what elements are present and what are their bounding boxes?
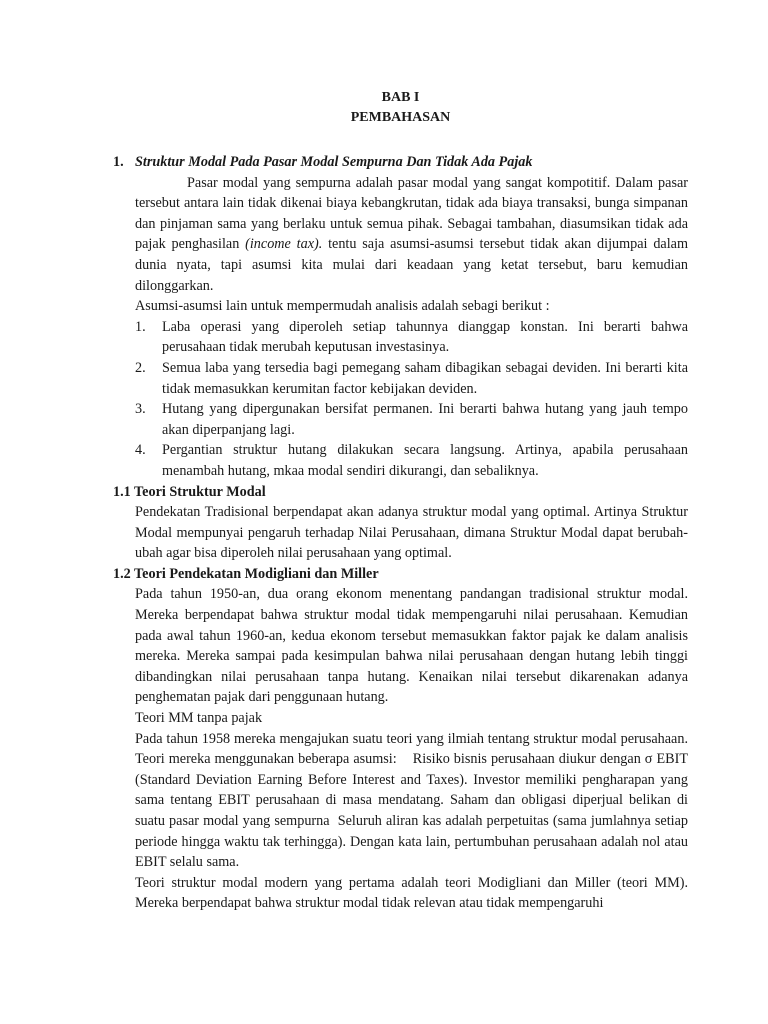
list-item-text: Pergantian struktur hutang dilakukan secara langsung. Artinya, apabila perusahaan menambah hutang, mkaa modal sendiri dikurangi, dan sebaliknya. — [162, 442, 688, 479]
assumption-list — [135, 317, 688, 482]
list-item — [135, 358, 688, 399]
list-item — [135, 317, 688, 358]
spacer — [113, 128, 688, 152]
section-1-2-heading: 1.2 Teori Pendekatan Modigliani dan Miller — [113, 565, 379, 582]
list-item-text: Hutang yang dipergunakan bersifat permanen. Ini berarti bahwa hutang yang jauh tempo akan diperpanjang lagi. — [162, 401, 688, 438]
chapter-title: PEMBAHASAN — [350, 110, 451, 125]
section-1-paragraph-2: Asumsi-asumsi lain untuk mempermudah analisis adalah sebagi berikut : — [135, 298, 550, 315]
list-item-text: Laba operasi yang diperoleh setiap tahunnya dianggap konstan. Ini berarti bahwa perusahaan tidak merubah keputusan investasinya. — [162, 318, 688, 356]
section-1-1-heading: 1.1 Teori Struktur Modal — [113, 483, 266, 500]
list-item-number: 1. — [135, 318, 146, 335]
section-1-1-paragraph: Pendekatan Tradisional berpendapat akan adanya struktur modal yang optimal. Artinya Struktur Modal mempunyai pengaruh terhadap Nilai Perusahaan, dimana Struktur Modal dapat berubah-ubah agar bisa diperoleh nilai perusahaan yang optimal. — [135, 504, 688, 562]
list-item-number: 2. — [135, 359, 146, 376]
list-item — [135, 440, 688, 481]
section-1-number: 1. — [113, 154, 124, 170]
list-item-number: 4. — [135, 442, 146, 459]
section-1-2-paragraph-2: Pada tahun 1958 mereka mengajukan suatu teori yang ilmiah tentang struktur modal perusahaan. Teori mereka menggunakan beberapa asumsi: Risiko bisnis perusahaan diukur dengan σ EBIT (Standard Deviation Earning Before Interest and Taxes). Investor memiliki pengharapan yang sama tentang EBIT perusahaan di masa mendatang. Saham dan obligasi diperjual belikan di suatu pasar modal yang sempurna Seluruh aliran kas adalah perpetuitas (sama jumlahnya setiap periode hingga waktu tak terhingga). Dengan kata lain, pertumbuhan perusahaan adalah nol atau EBIT selalu sama. — [135, 730, 692, 871]
section-1-title: Struktur Modal Pada Pasar Modal Sempurna Dan Tidak Ada Pajak — [135, 154, 533, 170]
section-1-heading — [113, 152, 688, 173]
list-item-text: Semua laba yang tersedia bagi pemegang saham dibagikan sebagai deviden. Ini berarti kita tidak memasukkan kerumitan factor kebijakan deviden. — [162, 359, 688, 397]
section-1-2-subheading: Teori MM tanpa pajak — [135, 710, 263, 727]
para-1-part-b: tentu saja asumsi-asumsi tersebut tidak akan dijumpai dalam dunia nyata, tapi asumsi kita mulai dari keadaan yang ketat tersebut, baru kemudian dilonggarkan. — [135, 236, 688, 294]
para-1-part-a: Pasar modal yang sempurna adalah pasar modal yang sangat kompotitif. Dalam pasar tersebut antara lain tidak dikenai biaya kebangkrutan, tidak ada biaya transaksi, bunga simpanan dan pinjaman sama yang berlaku untuk semua pihak. Sebagai tambahan, diasumsikan tidak ada pajak penghasilan — [135, 174, 688, 253]
list-item — [135, 399, 688, 440]
para-1-italic-term: (income tax). — [245, 236, 323, 253]
chapter-label: BAB I — [381, 90, 420, 105]
section-1-2-paragraph-1: Pada tahun 1950-an, dua orang ekonom menentang pandangan tradisional struktur modal. Mereka berpendapat bahwa struktur modal tidak mempengaruhi nilai perusahaan. Kemudian pada awal tahun 1960-an, kedua ekonom tersebut memasukkan faktor pajak ke dalam analisis mereka. Mereka sampai pada kesimpulan bahwa nilai perusahaan dengan hutang lebih tinggi dibandingkan nilai perusahaan tanpa hutang. Kenaikan nilai tersebut dikarenakan adanya penghematan pajak dari penggunaan hutang. — [135, 586, 688, 706]
section-1-2-paragraph-3: Teori struktur modal modern yang pertama adalah teori Modigliani dan Miller (teori MM). Mereka berpendapat bahwa struktur modal tidak relevan atau tidak mempengaruhi — [135, 874, 688, 912]
section-1-paragraph-1 — [135, 173, 688, 297]
list-item-number: 3. — [135, 401, 146, 418]
